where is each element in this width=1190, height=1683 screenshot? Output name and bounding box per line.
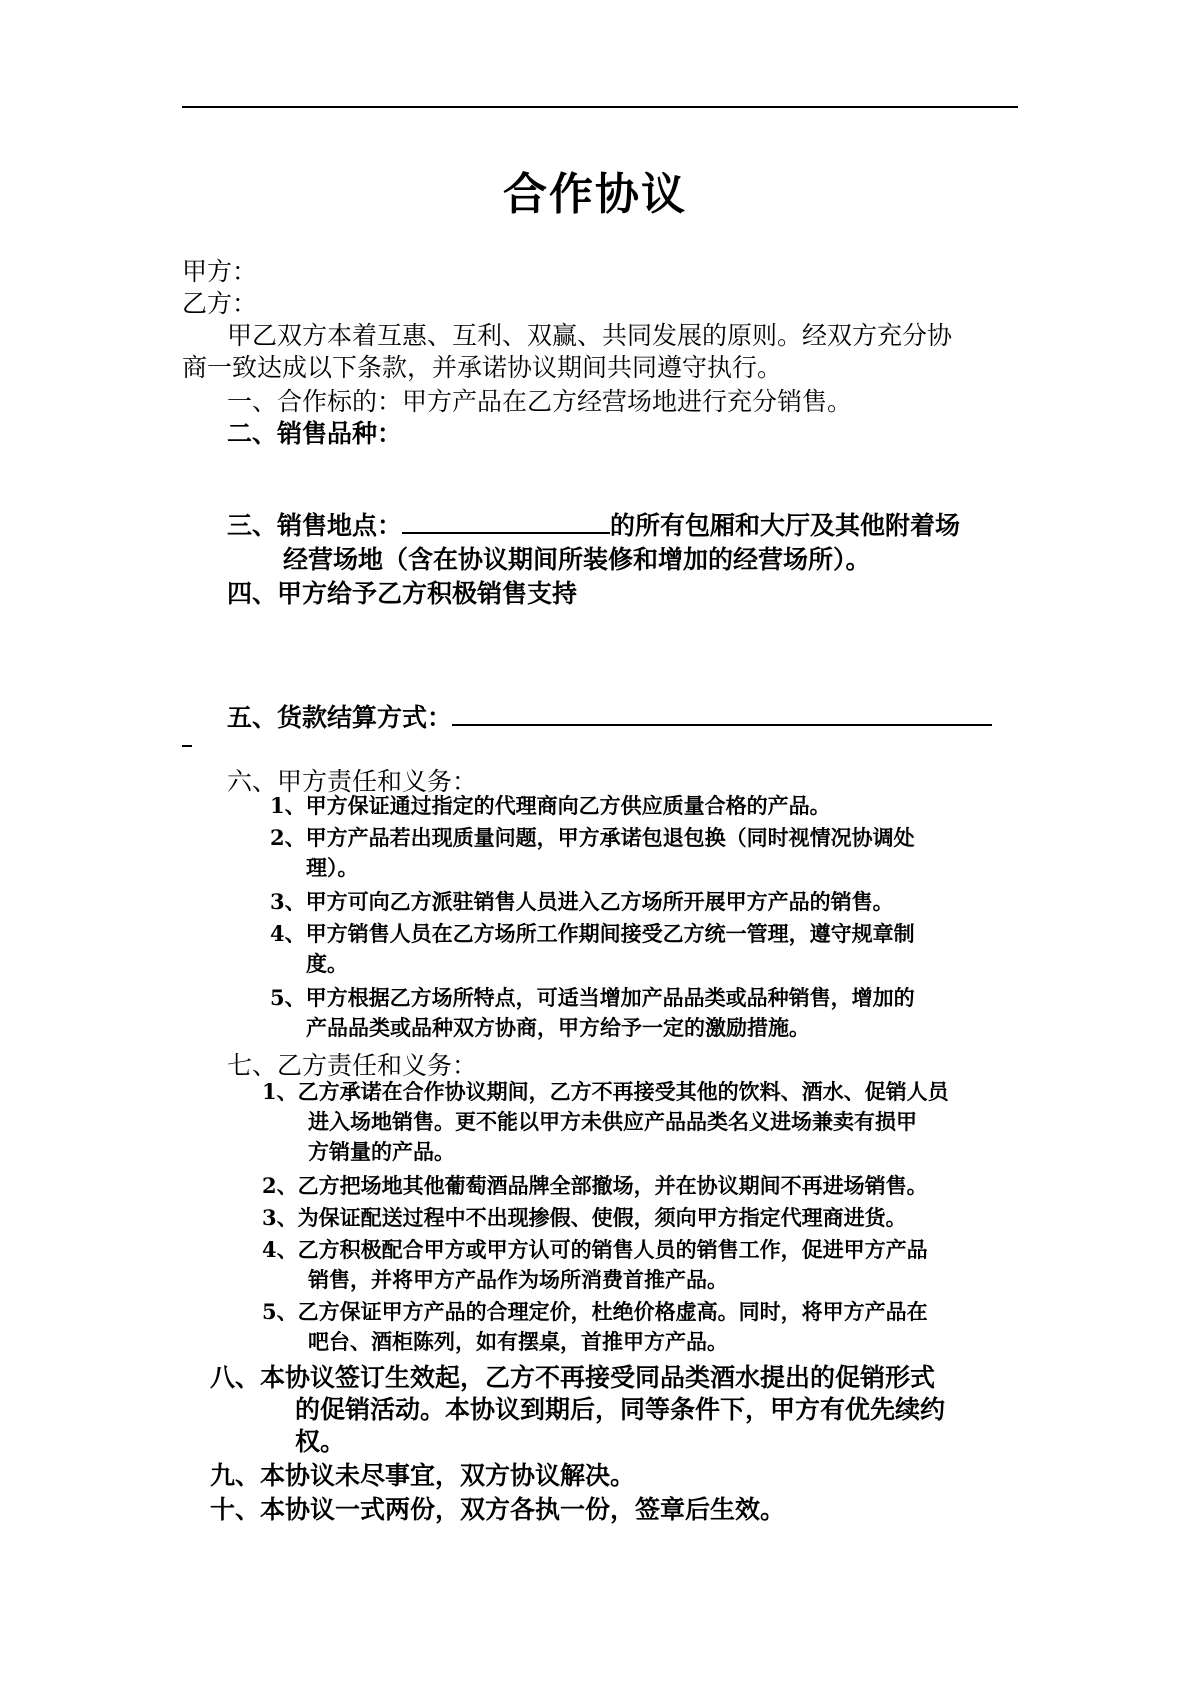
clause-2: 二、销售品种： bbox=[227, 419, 403, 448]
item-text: 乙方把场地其他葡萄酒品牌全部撤场，并在协议期间不再进场销售。 bbox=[297, 1173, 928, 1198]
item-number: 3、 bbox=[262, 1205, 298, 1230]
clause-7-item-5 bbox=[262, 1296, 928, 1326]
clause-6-heading: 六、甲方责任和义务： bbox=[227, 767, 478, 796]
item-text: 甲方可向乙方派驻销售人员进入乙方场所开展甲方产品的销售。 bbox=[305, 889, 894, 914]
clause-8-line-3: 权。 bbox=[295, 1427, 346, 1456]
item-text: 乙方保证甲方产品的合理定价，杜绝价格虚高。同时，将甲方产品在 bbox=[297, 1299, 928, 1324]
party-b-label: 乙方： bbox=[182, 289, 258, 318]
clause-10: 十、本协议一式两份，双方各执一份，签章后生效。 bbox=[210, 1495, 786, 1524]
clause-7-heading: 七、乙方责任和义务： bbox=[227, 1051, 478, 1080]
clause-7-item-1-cont-1: 进入场地销售。更不能以甲方未供应产品品类名义进场兼卖有损甲 bbox=[308, 1109, 917, 1134]
item-text: 甲方根据乙方场所特点，可适当增加产品品类或品种销售，增加的 bbox=[305, 985, 915, 1010]
clause-7-item-2 bbox=[262, 1170, 928, 1200]
item-text: 甲方销售人员在乙方场所工作期间接受乙方统一管理，遵守规章制 bbox=[305, 921, 915, 946]
document-title: 合作协议 bbox=[503, 169, 687, 220]
clause-6-item-4 bbox=[270, 918, 915, 948]
item-text: 为保证配送过程中不出现掺假、使假，须向甲方指定代理商进货。 bbox=[297, 1205, 907, 1230]
party-a-label: 甲方： bbox=[182, 257, 258, 286]
item-number: 1、 bbox=[270, 793, 306, 818]
clause-7-item-4-cont: 销售，并将甲方产品作为场所消费首推产品。 bbox=[308, 1267, 728, 1292]
item-text: 乙方积极配合甲方或甲方认可的销售人员的销售工作，促进甲方产品 bbox=[297, 1237, 928, 1262]
item-number: 2、 bbox=[262, 1173, 298, 1198]
stray-underscore bbox=[182, 745, 192, 747]
clause-5 bbox=[227, 698, 992, 734]
clause-9: 九、本协议未尽事宜，双方协议解决。 bbox=[210, 1461, 636, 1490]
clause-5-label: 五、货款结算方式： bbox=[227, 703, 453, 732]
intro-line-2: 商一致达成以下条款，并承诺协议期间共同遵守执行。 bbox=[182, 353, 783, 382]
item-text: 甲方保证通过指定的代理商向乙方供应质量合格的产品。 bbox=[305, 793, 831, 818]
clause-4: 四、甲方给予乙方积极销售支持 bbox=[227, 579, 578, 608]
clause-8-line-1: 八、本协议签订生效起，乙方不再接受同品类酒水提出的促销形式 bbox=[210, 1363, 936, 1392]
clause-6-item-5 bbox=[270, 982, 915, 1012]
clause-8-line-2: 的促销活动。本协议到期后，同等条件下，甲方有优先续约 bbox=[295, 1395, 946, 1424]
clause-7-item-5-cont: 吧台、酒柜陈列，如有摆桌，首推甲方产品。 bbox=[308, 1329, 728, 1354]
clause-6-item-4-cont: 度。 bbox=[306, 951, 348, 976]
clause-6-item-3 bbox=[270, 886, 894, 916]
clause-7-item-3 bbox=[262, 1202, 907, 1232]
payment-method-blank[interactable] bbox=[452, 702, 992, 726]
header-rule bbox=[182, 106, 1018, 108]
intro-line-1: 甲乙双方本着互惠、互利、双赢、共同发展的原则。经双方充分协 bbox=[227, 321, 953, 350]
item-number: 5、 bbox=[262, 1299, 298, 1324]
clause-1: 一、合作标的：甲方产品在乙方经营场地进行充分销售。 bbox=[227, 387, 853, 416]
item-number: 1、 bbox=[262, 1079, 298, 1104]
clause-6-item-2-cont: 理）。 bbox=[306, 855, 359, 880]
item-text: 甲方产品若出现质量问题，甲方承诺包退包换（同时视情况协调处 bbox=[305, 825, 915, 850]
clause-6-item-2 bbox=[270, 822, 915, 852]
sales-location-blank[interactable] bbox=[402, 510, 610, 534]
item-number: 4、 bbox=[270, 921, 306, 946]
item-number: 2、 bbox=[270, 825, 306, 850]
item-text: 乙方承诺在合作协议期间，乙方不再接受其他的饮料、酒水、促销人员 bbox=[297, 1079, 949, 1104]
clause-3 bbox=[227, 506, 960, 542]
clause-3-line-2: 经营场地（含在协议期间所装修和增加的经营场所）。 bbox=[283, 545, 871, 574]
item-number: 5、 bbox=[270, 985, 306, 1010]
clause-7-item-4 bbox=[262, 1234, 928, 1264]
clause-6-item-5-cont: 产品品类或品种双方协商，甲方给予一定的激励措施。 bbox=[306, 1015, 810, 1040]
item-number: 4、 bbox=[262, 1237, 298, 1262]
clause-3-prefix: 三、销售地点： bbox=[227, 511, 403, 540]
clause-7-item-1-cont-2: 方销量的产品。 bbox=[308, 1139, 455, 1164]
item-number: 3、 bbox=[270, 889, 306, 914]
clause-6-item-1 bbox=[270, 790, 831, 820]
clause-7-item-1 bbox=[262, 1076, 949, 1106]
clause-3-suffix: 的所有包厢和大厅及其他附着场 bbox=[610, 511, 961, 540]
